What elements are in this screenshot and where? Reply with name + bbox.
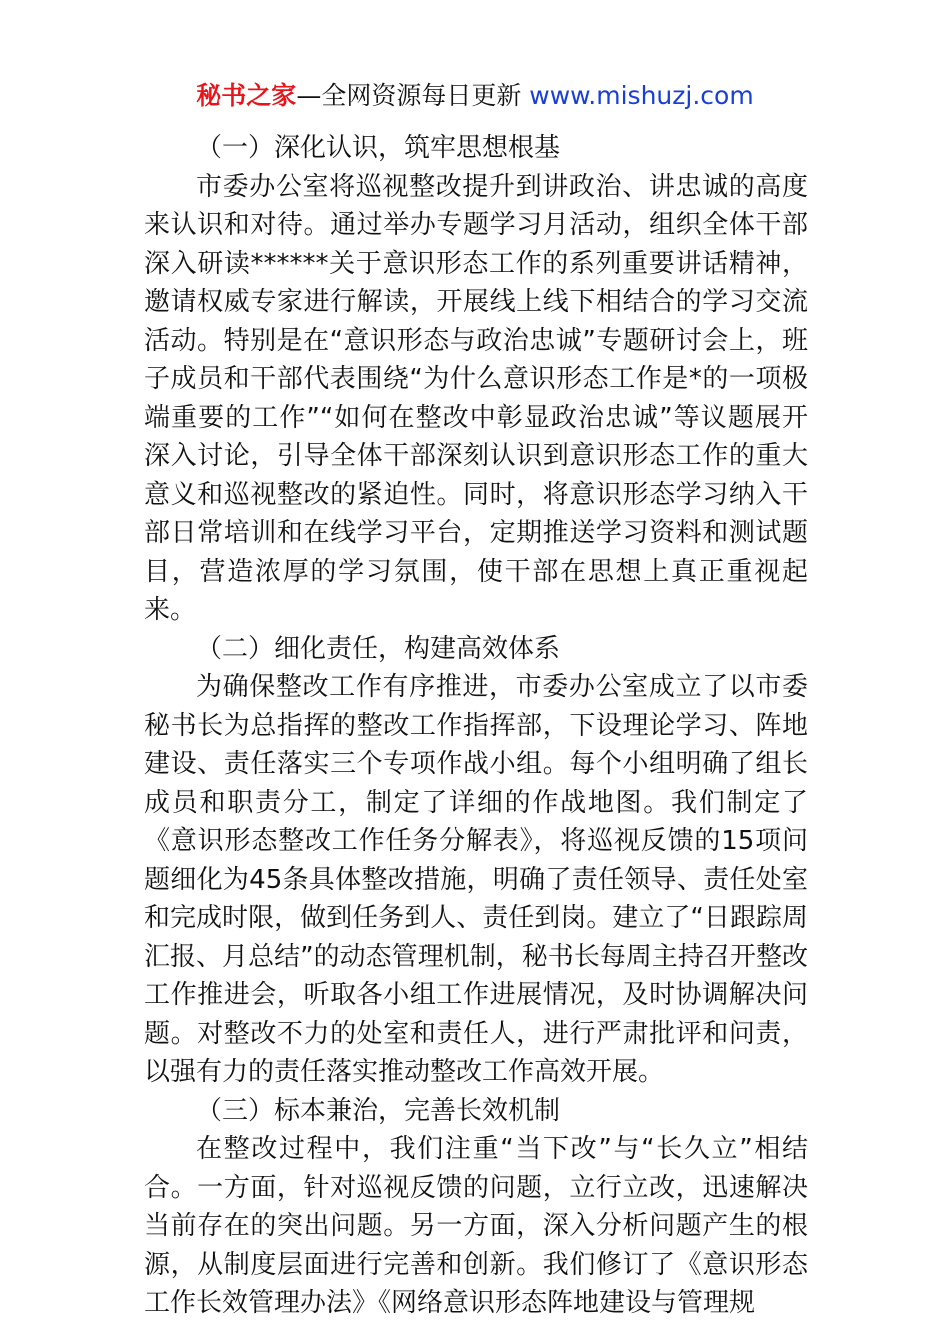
site-url-link[interactable]: www.mishuzj.com	[529, 81, 754, 110]
section-paragraph-3: 在整改过程中，我们注重“当下改”与“长久立”相结合。一方面，针对巡视反馈的问题，立行立改，迅速解决当前存在的突出问题。另一方面，深入分析问题产生的根源，从制度层面进行完善和创新。我们修订了《意识形态工作长效管理办法》《网络意识形态阵地建设与管理规	[144, 1134, 808, 1318]
document-body	[144, 129, 808, 1323]
site-header	[0, 78, 950, 114]
section-heading-1: （一）深化认识，筑牢思想根基	[196, 133, 561, 163]
section-paragraph-2: 为确保整改工作有序推进，市委办公室成立了以市委秘书长为总指挥的整改工作指挥部，下设理论学习、阵地建设、责任落实三个专项作战小组。每个小组明确了组长成员和职责分工，制定了详细的作战地图。我们制定了《意识形态整改工作任务分解表》，将巡视反馈的15项问题细化为45条具体整改措施，明确了责任领导、责任处室和完成时限，做到任务到人、责任到岗。建立了“日跟踪周汇报、月总结”的动态管理机制，秘书长每周主持召开整改工作推进会，听取各小组工作进展情况，及时协调解决问题。对整改不力的处室和责任人，进行严肃批评和问责，以强有力的责任落实推动整改工作高效开展。	[144, 672, 808, 1087]
brand-name: 秘书之家	[196, 81, 297, 110]
section-heading-2: （二）细化责任，构建高效体系	[196, 633, 561, 664]
header-tagline: —全网资源每日更新	[296, 81, 530, 110]
section-paragraph-1: 市委办公室将巡视整改提升到讲政治、讲忠诚的高度来认识和对待。通过举办专题学习月活动，组织全体干部深入研读******关于意识形态工作的系列重要讲话精神，邀请权威专家进行解读，开展线上线下相结合的学习交流活动。特别是在“意识形态与政治忠诚”专题研讨会上，班子成员和干部代表围绕“为什么意识形态工作是*的一项极端重要的工作”“如何在整改中彰显政治忠诚”等议题展开深入讨论，引导全体干部深刻认识到意识形态工作的重大意义和巡视整改的紧迫性。同时，将意识形态学习纳入干部日常培训和在线学习平台，定期推送学习资料和测试题目，营造浓厚的学习氛围，使干部在思想上真正重视起来。	[144, 171, 808, 625]
section-heading-3: （三）标本兼治，完善长效机制	[196, 1095, 561, 1126]
